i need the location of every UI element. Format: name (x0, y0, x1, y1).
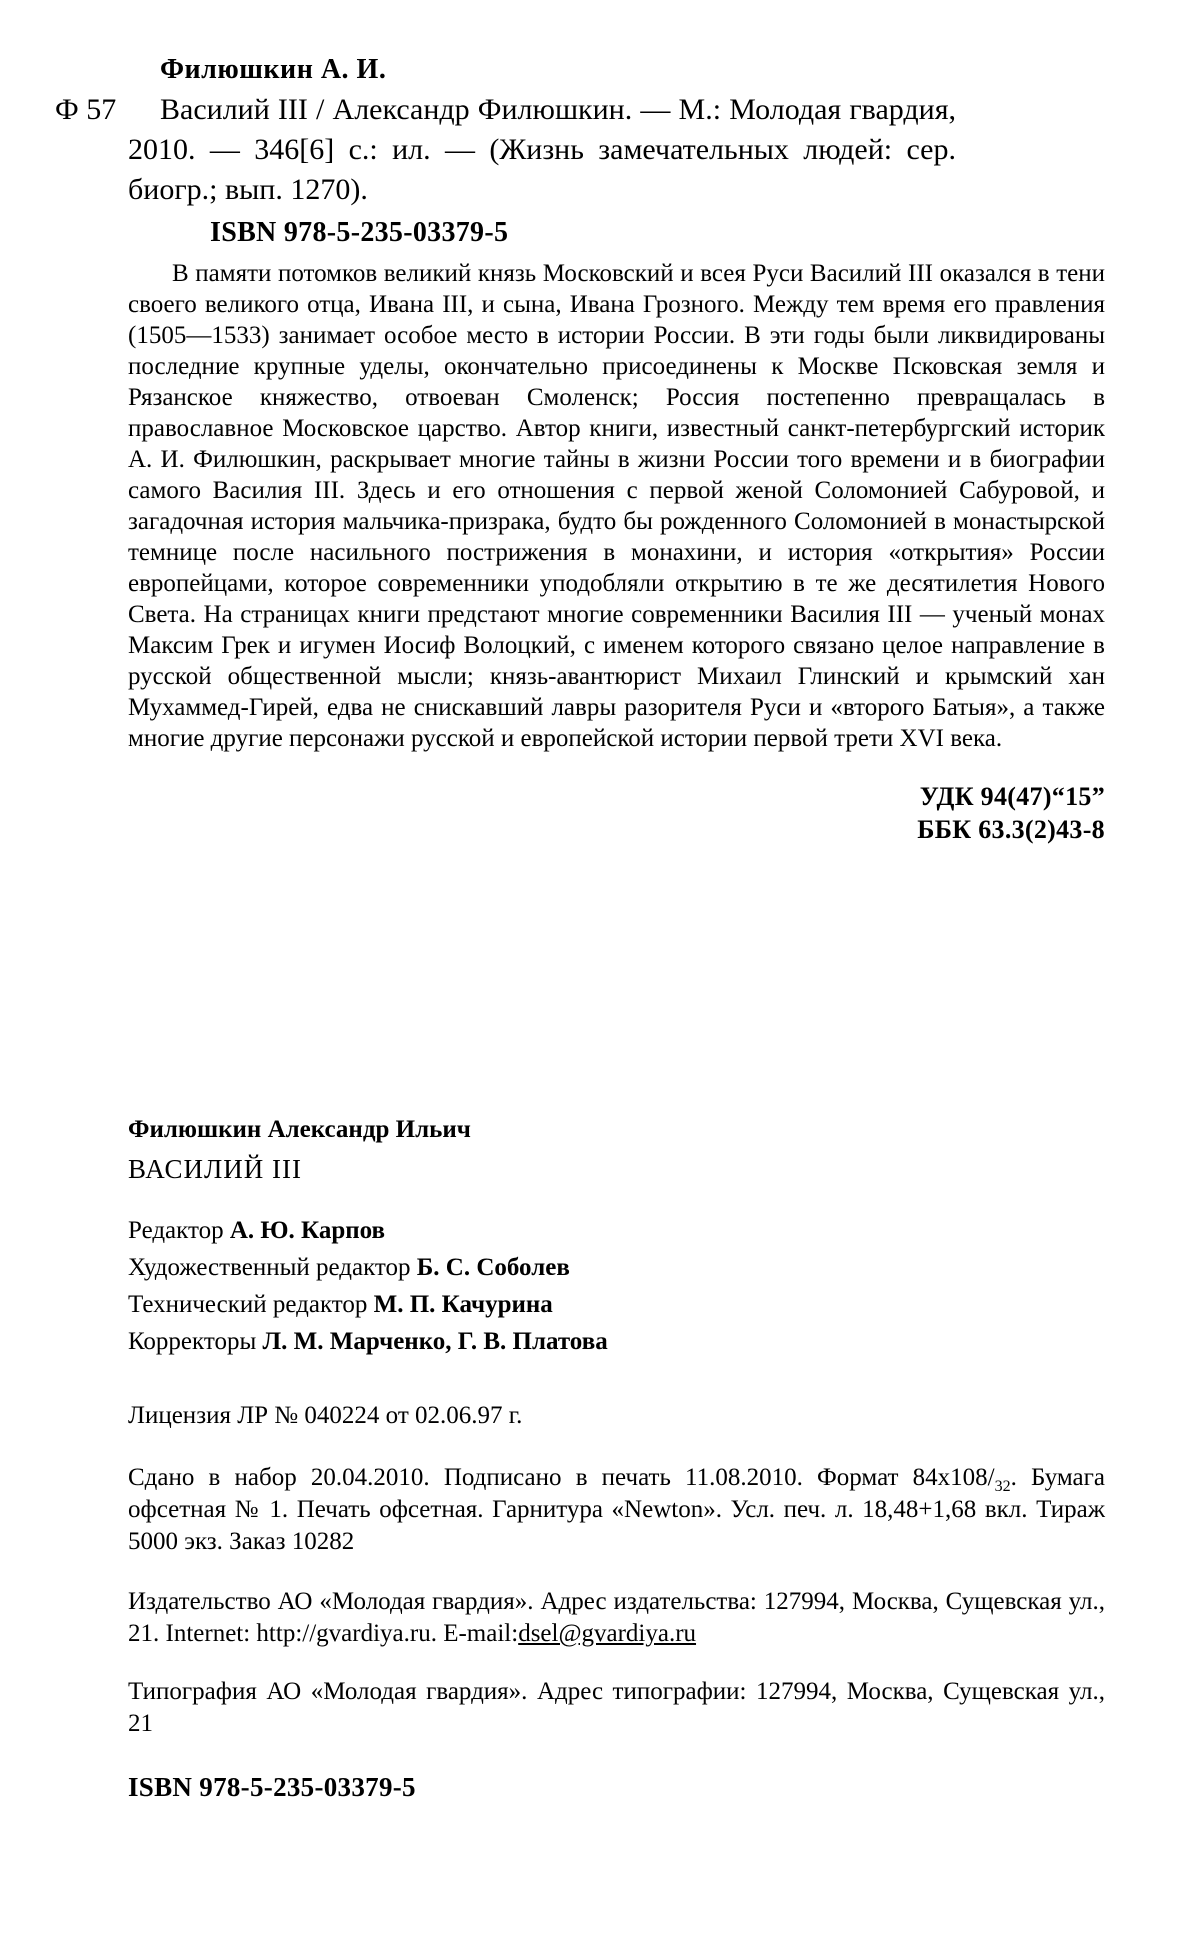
staff-name: А. Ю. Карпов (229, 1217, 386, 1244)
classification-codes (128, 780, 1105, 846)
staff-role: Художественный редактор (128, 1254, 417, 1281)
printer-info: Типография АО «Молодая гвардия». Адрес типографии: 127994, Москва, Сущевская ул., 21 (128, 1678, 1105, 1737)
publisher-text: Издательство АО «Молодая гвардия». Адрес издательства: 127994, Москва, Сущевская ул., 21. Internet: http://gvardiya.ru. E-mail: (128, 1588, 1105, 1647)
staff-row (128, 1249, 1105, 1286)
staff-row (128, 1212, 1105, 1249)
isbn-top: ISBN 978-5-235-03379-5 (210, 217, 509, 248)
staff-name: М. П. Качурина (373, 1291, 553, 1318)
license-line: Лицензия ЛР № 040224 от 02.06.97 г. (128, 1402, 523, 1429)
print-info-text: Сдано в набор 20.04.2010. Подписано в печать 11.08.2010. Формат 84х108/ (128, 1464, 995, 1491)
staff-role: Технический редактор (128, 1291, 374, 1318)
staff-row (128, 1286, 1105, 1323)
staff-role: Корректоры (128, 1328, 263, 1355)
catalog-entry (55, 90, 956, 210)
print-format-subscript: 32 (994, 1478, 1011, 1495)
catalog-entry-text: Василий III / Александр Филюшкин. — М.: Молодая гвардия, 2010. — 346[6] с.: ил. — (Жизнь замечательных людей: сер. биогр.; вып. 1270). (128, 93, 956, 206)
annotation-text: В памяти потомков великий князь Московский и всея Руси Василий III оказался в тени своего великого отца, Ивана III, и сына, Ивана Грозного. Между тем время его правления (1505—1533) занимает особое место в истории России. В эти годы были ликвидированы последние крупные уделы, окончательно присоединены к Москве Псковская земля и Рязанское княжество, отвоеван Смоленск; Россия постепенно превращалась в православное Московское царство. Автор книги, известный санкт-петербургский историк А. И. Филюшкин, раскрывает многие тайны в жизни России того времени и в биографии самого Василия III. Здесь и его отношения с первой женой Соломонией Сабуровой, и загадочная история мальчика-призрака, будто бы рожденного Соломонией в монастырской темнице после насильного пострижения в монахини, и история «открытия» России европейцами, которое современники уподобляли открытию в те же десятилетия Нового Света. На страницах книги предстают многие современники Василия III — ученый монах Максим Грек и игумен Иосиф Волоцкий, с именем которого связано целое направление в русской общественной мысли; князь-авантюрист Михаил Глинский и крымский хан Мухаммед-Гирей, едва не снискавший лавры разорителя Руси и «второго Батыя», а также многие другие персонажи русской и европейской истории первой трети XVI века. (128, 260, 1105, 752)
staff-name: Б. С. Соболев (416, 1254, 570, 1281)
staff-name: Л. М. Марченко, Г. В. Платова (262, 1328, 608, 1355)
publisher-info (128, 1586, 1105, 1650)
isbn-bottom: ISBN 978-5-235-03379-5 (128, 1772, 416, 1802)
udk-code: УДК 94(47)“15” (919, 782, 1105, 811)
catalog-author-header: Филюшкин А. И. (160, 54, 387, 85)
print-info (128, 1462, 1105, 1558)
book-title: ВАСИЛИЙ III (128, 1154, 303, 1184)
publisher-email: dsel@gvardiya.ru (518, 1620, 697, 1647)
staff-row (128, 1323, 1105, 1360)
colophon-author-name: Филюшкин Александр Ильич (128, 1116, 471, 1143)
catalog-index-code: Ф 57 (55, 93, 117, 126)
bbk-code: ББК 63.3(2)43-8 (917, 815, 1105, 844)
staff-role: Редактор (128, 1217, 230, 1244)
print-info-text: . Бумага офсетная № 1. Печать офсетная. Гарнитура «Newton». Усл. печ. л. 18,48+1,68 вкл. Тираж 5000 экз. Заказ 10282 (128, 1464, 1106, 1555)
staff-list (128, 1212, 1105, 1360)
